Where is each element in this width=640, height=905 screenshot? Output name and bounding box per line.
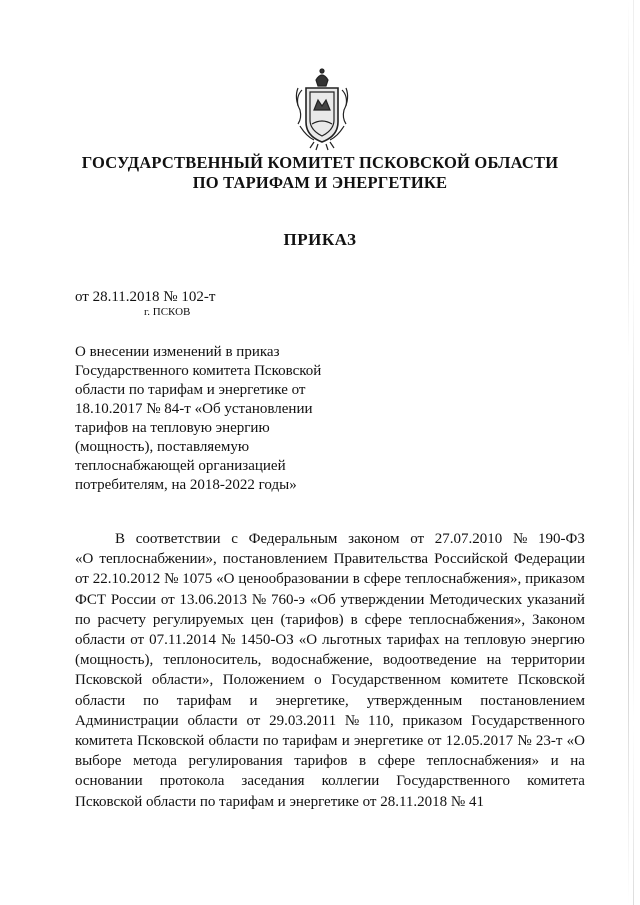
city-label: г. ПСКОВ (144, 306, 191, 318)
body-word: регулирования (188, 753, 283, 770)
body-word: цен (250, 611, 274, 628)
body-word: 22.10.2012 (92, 571, 161, 588)
body-word: законом (348, 531, 400, 547)
body-word: 23-т (535, 733, 563, 750)
body-word: 1450-ОЗ (240, 632, 294, 649)
body-word: водоснабжение, (271, 652, 373, 669)
body-word: комитета (527, 773, 585, 790)
body-word: области (75, 692, 126, 709)
body-word: основании (75, 773, 143, 790)
body-word: № (344, 712, 360, 729)
org-line-1: ГОСУДАРСТВЕННЫЙ КОМИТЕТ ПСКОВСКОЙ ОБЛАСТИ (81, 153, 559, 172)
org-line-2: ПО ТАРИФАМ И ЭНЕРГЕТИКЕ (192, 173, 448, 192)
body-line (75, 549, 585, 569)
body-word: расчету (97, 611, 147, 628)
body-word: тарифах (386, 632, 440, 649)
body-word: области (208, 733, 259, 750)
body-word: по (143, 692, 159, 709)
subject-line: потребителям, на 2018-2022 годы» (75, 477, 297, 493)
subject-line: теплоснабжающей организацией (75, 458, 286, 474)
body-word: протокола (159, 773, 225, 790)
body-line (75, 590, 585, 610)
body-word: по (75, 611, 91, 628)
body-line (75, 529, 585, 549)
body-word: комитета (75, 733, 133, 750)
body-word: № (164, 571, 179, 588)
body-word: 12.05.2017 (445, 733, 514, 750)
body-word: области», (151, 672, 214, 689)
body-word: В (115, 531, 126, 547)
subject-line: 18.10.2017 № 84-т «Об установлении (75, 401, 313, 417)
body-word: указаний (527, 591, 585, 608)
body-word: льготных (322, 632, 382, 649)
body-word: Администрации (75, 712, 179, 729)
body-word: Государственном (331, 672, 441, 689)
body-word: теплоснабжения» (426, 753, 540, 770)
body-word: и (550, 753, 559, 770)
subject-line: (мощность), поставляемую (75, 439, 250, 455)
body-word: территории (511, 652, 585, 669)
body-line (75, 650, 585, 670)
body-line (75, 630, 585, 650)
body-word: тарифам (282, 733, 338, 750)
body-line (75, 691, 585, 711)
body-word: № (513, 531, 528, 547)
body-word: (тарифов) (280, 611, 344, 628)
body-word: теплоснабжения», (408, 611, 526, 628)
body-word: области (75, 632, 126, 649)
body-word: Положением (222, 672, 305, 689)
body-line (75, 731, 585, 751)
body-word: теплоснабжения», (404, 571, 522, 588)
body-word: коллегии (321, 773, 380, 790)
body-word: энергию (530, 632, 585, 649)
body-line: Псковской области по тарифам и энергетике от 28.11.2018 № 41 (75, 793, 484, 810)
body-word: в (350, 611, 358, 628)
body-word: заседания (241, 773, 305, 790)
body-word: «О (298, 632, 318, 649)
body-word: утвержденным (366, 692, 463, 709)
body-word: от (427, 733, 442, 750)
body-word: Федеральным (248, 531, 338, 547)
body-word: Правительства (333, 551, 429, 568)
body-paragraph (75, 529, 585, 812)
body-line (75, 569, 585, 589)
body-word: сфере (363, 571, 402, 588)
body-word: «О (75, 551, 94, 568)
body-word: соответствии (135, 531, 221, 547)
scan-edge-artifact (633, 0, 634, 905)
subject-line: области по тарифам и энергетике от (75, 382, 306, 398)
body-word: № (251, 591, 267, 608)
body-word: комитете (450, 672, 509, 689)
body-word: № (517, 733, 532, 750)
body-word: с (231, 531, 238, 547)
body-word: Государственного (471, 712, 585, 729)
body-word: тепловую (464, 632, 526, 649)
body-word: «Об (309, 591, 336, 608)
body-line (75, 610, 585, 630)
body-word: России (110, 591, 157, 608)
body-word: Российской (434, 551, 509, 568)
body-word: от (160, 591, 175, 608)
coat-of-arms-emblem (292, 66, 352, 152)
body-word: постановлением (222, 551, 328, 568)
body-word: тарифам (176, 692, 232, 709)
body-word: на (486, 652, 502, 669)
body-word: на (444, 632, 460, 649)
body-word: 13.06.2013 (179, 591, 248, 608)
body-word: Псковской (137, 733, 205, 750)
body-word: Псковской (75, 672, 143, 689)
body-word: приказом (402, 712, 463, 729)
body-word: 1075 (182, 571, 213, 588)
body-word: сфере (377, 753, 416, 770)
body-word: в (352, 571, 360, 588)
body-word: 27.07.2010 (434, 531, 503, 547)
body-word: в (358, 753, 367, 770)
body-word: регулируемых (152, 611, 244, 628)
body-word: о (314, 672, 322, 689)
body-word: от (410, 531, 425, 547)
subject-line: О внесении изменений в приказ (75, 344, 280, 360)
body-word: приказом (525, 571, 585, 588)
body-word: энергетике (353, 733, 424, 750)
body-word: теплоснабжении», (99, 551, 217, 568)
date-number: от 28.11.2018 № 102-т (75, 289, 216, 305)
body-word: от (246, 712, 261, 729)
body-word: сфере (364, 611, 402, 628)
body-word: Государственного (396, 773, 511, 790)
subject-block (75, 343, 335, 495)
body-line (75, 711, 585, 731)
body-word: постановлением (480, 692, 585, 709)
body-line (75, 670, 585, 690)
subject-line: Государственного комитета Псковской (75, 363, 322, 379)
body-word: Методических (429, 591, 523, 608)
body-word: утверждении (340, 591, 425, 608)
subject-line: тарифов на тепловую энергию (75, 420, 270, 436)
body-word: Псковской (517, 672, 585, 689)
body-word: 760-э (270, 591, 305, 608)
body-word: Законом (532, 611, 585, 628)
body-line (75, 751, 585, 771)
body-word: от (130, 632, 145, 649)
body-word: области (187, 712, 238, 729)
body-word: ценообразовании (238, 571, 349, 588)
body-word: метода (133, 753, 177, 770)
body-line (75, 771, 585, 791)
body-word: и (249, 692, 258, 709)
body-word: (мощность), (75, 652, 154, 669)
body-word: ФСТ (75, 591, 107, 608)
body-word: теплоноситель, (163, 652, 262, 669)
body-word: от (75, 571, 89, 588)
body-word: 07.11.2014 (149, 632, 217, 649)
body-word: Федерации (514, 551, 585, 568)
body-word: и (341, 733, 350, 750)
body-word: 110, (368, 712, 394, 729)
body-word: выборе (75, 753, 122, 770)
body-word: тарифов (294, 753, 348, 770)
body-word: по (262, 733, 279, 750)
body-word: 29.03.2011 (269, 712, 337, 729)
body-word: «О (216, 571, 235, 588)
document-type-title: ПРИКАЗ (283, 230, 357, 249)
body-word: водоотведение (383, 652, 477, 669)
body-word: 190-ФЗ (538, 531, 585, 547)
body-word: «О (566, 733, 585, 750)
body-word: № (221, 632, 236, 649)
organization-name (60, 153, 580, 193)
body-word: энергетике, (275, 692, 349, 709)
body-word: на (570, 753, 585, 770)
scan-edge-artifact (628, 0, 629, 905)
